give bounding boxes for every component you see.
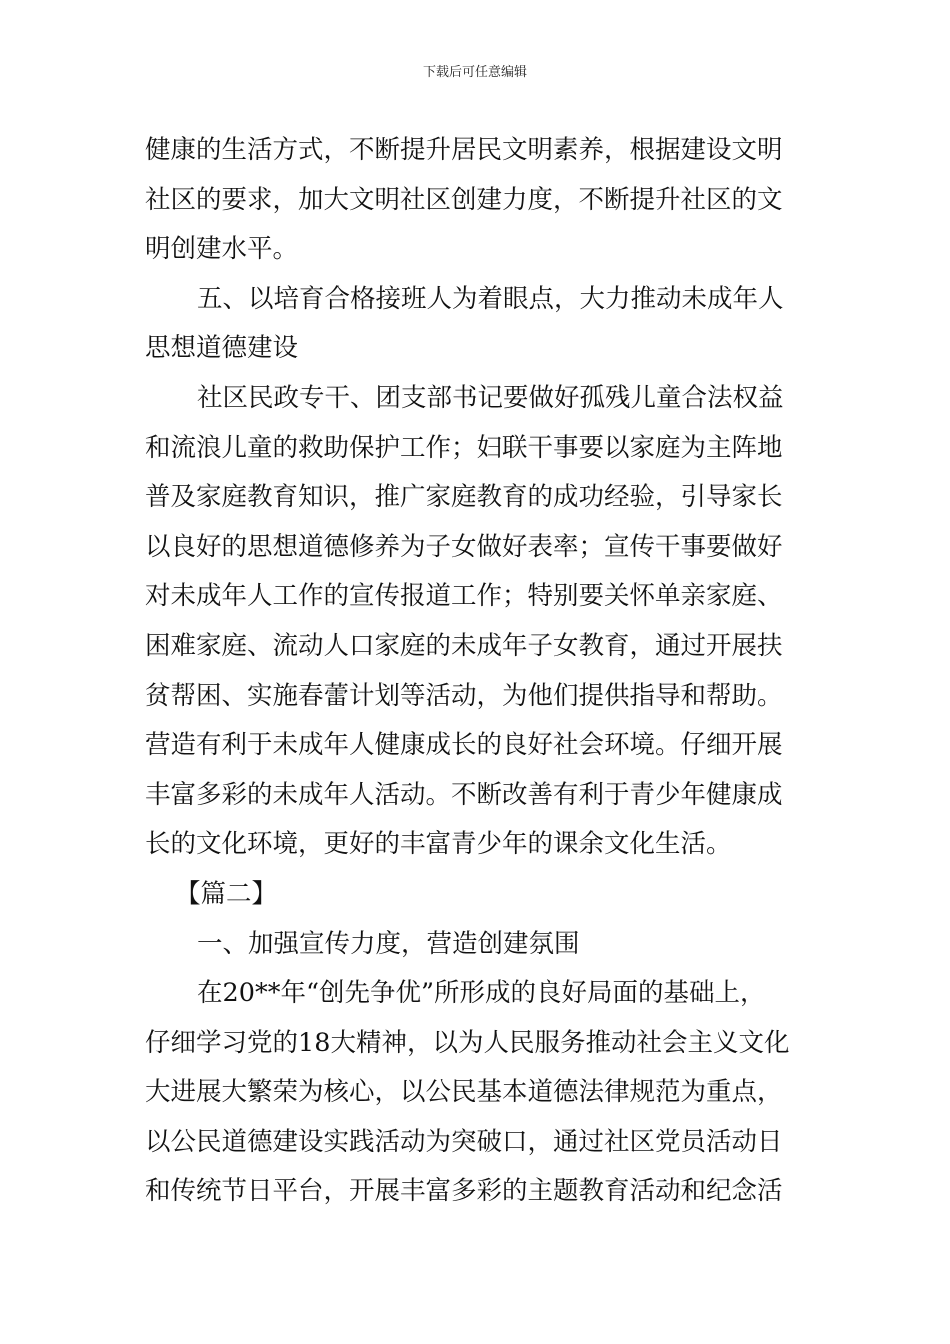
text-line: 和流浪儿童的救助保护工作；妇联干事要以家庭为主阵地 [145, 432, 783, 463]
text-line: 明创建水平。 [145, 234, 299, 265]
text-line: 以公民道德建设实践活动为突破口，通过社区党员活动日 [145, 1126, 783, 1157]
text-line: 和传统节日平台，开展丰富多彩的主题教育活动和纪念活 [145, 1176, 783, 1207]
text-line: 营造有利于未成年人健康成长的良好社会环境。仔细开展 [145, 730, 783, 761]
text-line: 大进展大繁荣为核心，以公民基本道德法律规范为重点， [145, 1077, 783, 1108]
text-line: 社区的要求，加大文明社区创建力度，不断提升社区的文 [145, 184, 783, 215]
text-line: 普及家庭教育知识，推广家庭教育的成功经验，引导家长 [145, 482, 783, 513]
section-heading-continued: 思想道德建设 [145, 333, 299, 364]
text-line: 贫帮困、实施春蕾计划等活动，为他们提供指导和帮助。 [145, 680, 783, 711]
text-line: 社区民政专干、团支部书记要做好孤残儿童合法权益 [197, 382, 784, 413]
document-body [145, 126, 810, 1217]
part-heading: 【篇二】 [175, 878, 278, 909]
text-line: 困难家庭、流动人口家庭的未成年子女教育，通过开展扶 [145, 630, 783, 661]
text-line: 丰富多彩的未成年人活动。不断改善有利于青少年健康成 [145, 779, 783, 810]
text-line: 仔细学习党的18大精神，以为人民服务推动社会主义文化 [145, 1027, 790, 1058]
text-line: 长的文化环境，更好的丰富青少年的课余文化生活。 [145, 829, 732, 860]
text-line: 在20**年“创先争优”所形成的良好局面的基础上， [197, 978, 766, 1009]
page-header: 下载后可任意编辑 [422, 65, 527, 80]
text-line: 健康的生活方式，不断提升居民文明素养，根据建设文明 [145, 135, 783, 165]
text-line: 以良好的思想道德修养为子女做好表率；宣传干事要做好 [145, 531, 783, 562]
section-heading: 五、以培育合格接班人为着眼点，大力推动未成年人 [197, 283, 784, 314]
text-line: 对未成年人工作的宣传报道工作；特别要关怀单亲家庭、 [145, 581, 783, 612]
section-heading: 一、加强宣传力度，营造创建氛围 [197, 928, 580, 959]
